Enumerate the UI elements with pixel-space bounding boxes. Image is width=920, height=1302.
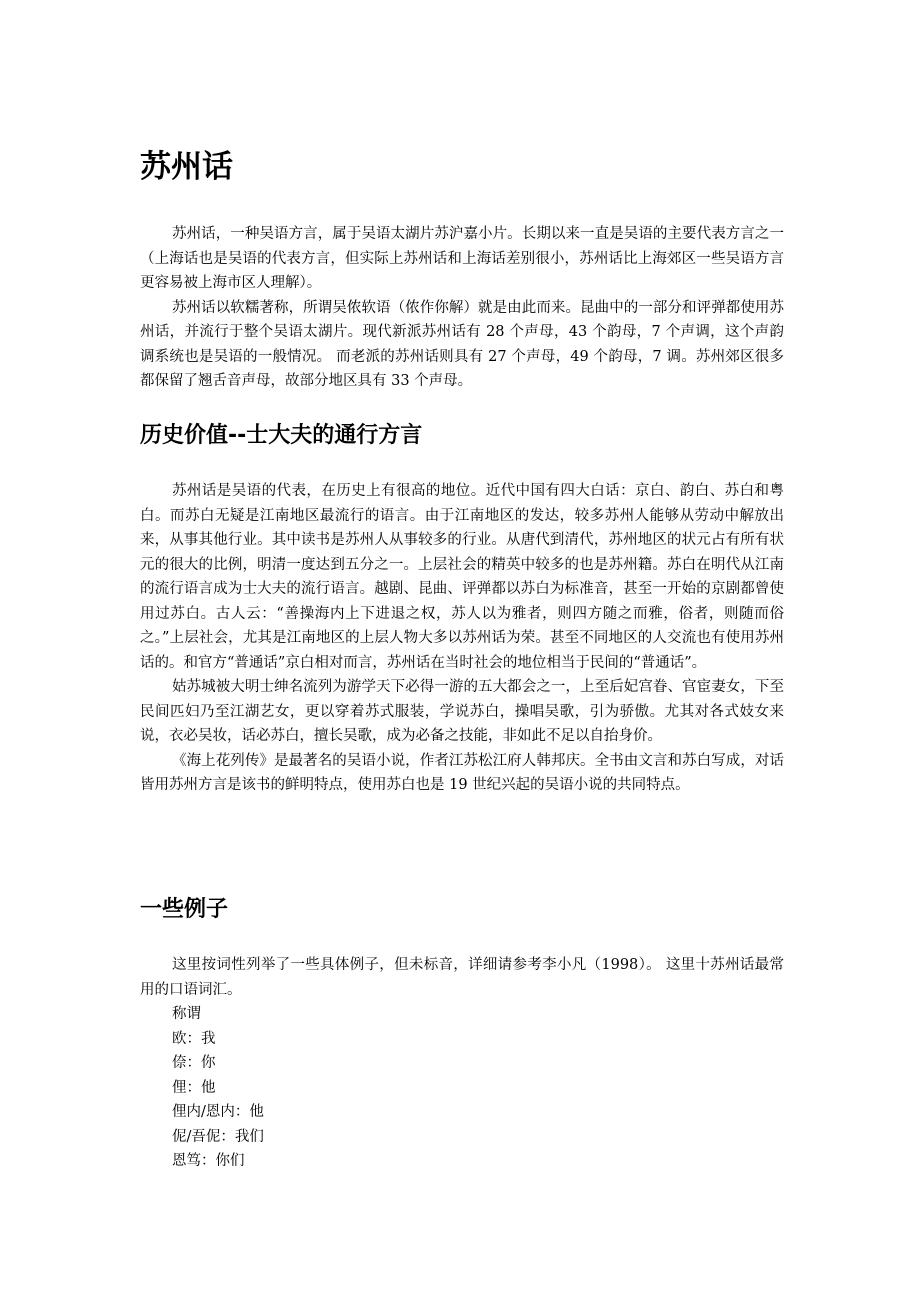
example-item: 俚：他 — [172, 1079, 216, 1096]
page-title: 苏州话 — [140, 149, 233, 185]
history-paragraph-1: 苏州话是吴语的代表，在历史上有很高的地位。近代中国有四大白话：京白、韵白、苏白和粤白。而苏白无疑是江南地区最流行的语言。由于江南地区的发达，较多苏州人能够从劳动中解放出来，从事其他行业。其中读书是苏州人从事较多的行业。从唐代到清代，苏州地区的状元占有所有状元的很大的比例，明清一度达到五分之一。上层社会的精英中较多的也是苏州籍。苏白在明代从江南的流行语言成为士大夫的流行语言。越剧、昆曲、评弹都以苏白为标准音，甚至一开始的京剧都曾使用过苏白。古人云：“善操海内上下进退之权，苏人以为雅者，则四方随之而雅，俗者，则随而俗之。”上层社会，尤其是江南地区的上层人物大多以苏州话为荣。甚至不同地区的人交流也有使用苏州话的。和官方“普通话”京白相对而言，苏州话在当时社会的地位相当于民间的“普通话”。 — [140, 483, 784, 671]
examples-section — [140, 953, 784, 1174]
history-heading: 历史价值--士大夫的通行方言 — [140, 423, 423, 448]
examples-heading: 一些例子 — [140, 897, 229, 922]
example-item: 俚内/恩内：他 — [172, 1104, 264, 1120]
example-item: 欧：我 — [172, 1030, 216, 1047]
example-item: 倷：你 — [172, 1055, 216, 1071]
examples-category: 称谓 — [172, 1006, 201, 1022]
history-section — [140, 479, 784, 798]
history-paragraph-3: 《海上花列传》是最著名的吴语小说，作者江苏松江府人韩邦庆。全书由文言和苏白写成，对话皆用苏州方言是该书的鲜明特点，使用苏白也是 19 世纪兴起的吴语小说的共同特点。 — [140, 752, 784, 793]
intro-section — [140, 222, 784, 394]
intro-paragraph-1: 苏州话，一种吴语方言，属于吴语太湖片苏沪嘉小片。长期以来一直是吴语的主要代表方言之一（上海话也是吴语的代表方言，但实际上苏州话和上海话差别很小，苏州话比上海郊区一些吴语方言更容易被上海市区人理解）。 — [140, 226, 784, 291]
example-item: 恩笃：你们 — [172, 1153, 245, 1169]
example-item: 伲/吾伲：我们 — [172, 1128, 264, 1145]
intro-paragraph-2: 苏州话以软糯著称，所谓吴侬软语（侬作你解）就是由此而来。昆曲中的一部分和评弹都使用苏州话，并流行于整个吴语太湖片。现代新派苏州话有 28 个声母，43 个韵母，7 个声调，这个声韵调系统也是吴语的一般情况。 而老派的苏州话则具有 27 个声母，49 个韵母，7 调。苏州郊区很多都保留了翘舌音声母，故部分地区具有 33 个声母。 — [140, 299, 784, 389]
history-paragraph-2: 姑苏城被大明士绅名流列为游学天下必得一游的五大都会之一，上至后妃宫眷、官宦妻女，下至民间匹妇乃至江湖艺女，更以穿着苏式服装，学说苏白，操唱吴歌，引为骄傲。尤其对各式妓女来说，衣必吴妆，话必苏白，擅长吴歌，成为必备之技能，非如此不足以自抬身价。 — [140, 679, 784, 744]
examples-intro: 这里按词性列举了一些具体例子，但未标音，详细请参考李小凡（1998）。 这里十苏州话最常用的口语词汇。 — [140, 957, 784, 998]
